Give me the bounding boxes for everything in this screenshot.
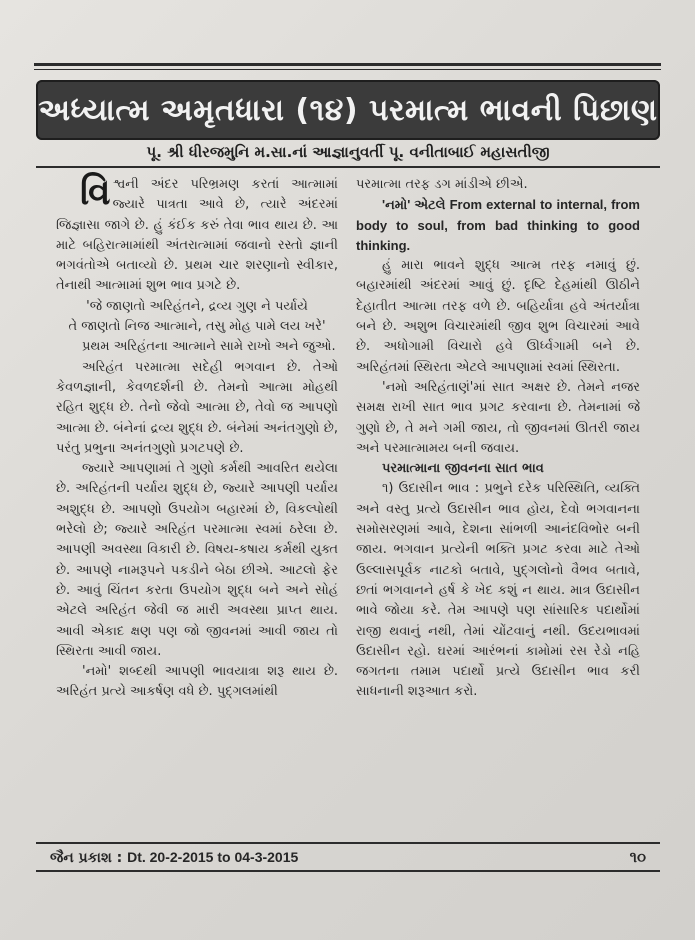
top-rule — [34, 63, 661, 66]
paragraph: જ્યારે આપણામાં તે ગુણો કર્મથી આવરિત થયેલા છે. અરિહંતની પર્યાય શુદ્ધ છે, જ્યારે આપણી પર્યાય અશુદ્ધ છે. આપણો ઉપયોગ બહારમાં છે, વિકલ્પોથી ભરેલો છે; જ્યારે અરિહંત પરમાત્મા સ્વમાં ઠરેલા છે. આપણી અવસ્થા વિકારી છે. વિષય-કષાય કર્મથી યુક્ત છે. આપણે નામરૂપને પકડીને બેઠા છીએ. આટલો ફેર છે. આવું ચિંતન કરતા ઉપયોગ શુદ્ધ બને અને સોહં એટલે અરિહંત જેવી જ મારી અવસ્થા પ્રાપ્ત થાય. આવી એકાદ ક્ષણ પણ જો જીવનમાં આવી જાય તો સ્થિરતા આવી જાય. — [56, 461, 338, 659]
paragraph-text: શ્વની અંદર પરિભ્રમણ કરતાં આત્મામાં જ્યારે પાત્રતા આવે છે, ત્યારે અંદરમાં જિજ્ઞાસા જાગે છે. હું કંઈક કરું તેવા ભાવ થાય છે. આ માટે બહિરાત્મામાંથી અંતરાત્મામાં જવાનો રસ્તો જ્ઞાની ભગવંતોએ બતાવ્યો છે. પ્રથમ ચાર શરણાનો સ્વીકાર, તેનાથી આત્મામાં શુભ ભાવ પ્રગટે છે. — [56, 177, 338, 294]
paragraph — [56, 172, 338, 297]
paragraph-mixed: 'નમો' એટલે From external to internal, from body to soul, from bad thinking to good thinking. — [356, 197, 640, 253]
publication-name: જૈન પ્રકાશ : — [50, 849, 123, 866]
verse-line-2: તે જાણતો નિજ આત્માને, તસુ મોહ પામે લય ખરે' — [68, 319, 326, 335]
page-footer — [36, 842, 660, 872]
top-rule-thin — [34, 69, 661, 70]
paragraph: પ્રથમ અરિહંતના આત્માને સામે રાખો અને જુઓ. — [82, 339, 336, 355]
verse-line-1: 'જે જાણતો અરિહંતને, દ્રવ્ય ગુણ ને પર્યાયે — [86, 298, 308, 314]
paragraph: 'નમો અરિહંતાણં'માં સાત અક્ષર છે. તેમને નજર સમક્ષ રાખી સાત ભાવ પ્રગટ કરવાના છે. તેમનામાં જે ગુણો છે, તે મને ગમી જાય, તો જીવનમાં ઊતરી જાય અને પરમાત્મામય બની જવાય. — [356, 379, 640, 456]
paragraph: હું મારા ભાવને શુદ્ધ આત્મ તરફ નમાવું છું. બહારમાંથી અંદરમાં આવું છું. દૃષ્ટિ દેહમાંથી ઊઠીને દેહાતીત આત્મા તરફ વળે છે. બહિર્યાત્રા હવે અંતર્યાત્રા બને છે. અશુભ વિચારમાંથી જીવ શુભ વિચારમાં આવે છે. અધોગામી વિચારો હવે ઊર્ધ્વગામી બને છે. અરિહંતમાં સ્થિરતા એટલે આપણામાં સ્વમાં સ્થિરતા. — [356, 258, 640, 375]
paragraph: અરિહંત પરમાત્મા સદેહી ભગવાન છે. તેઓ કેવળજ્ઞાની, કેવળદર્શની છે. તેમનો આત્મા મોહથી રહિત શુદ્ધ છે. તેનો જેવો આત્મા છે, તેવો જ આપણો આત્મા છે. બંનેનાં દ્રવ્ય શુદ્ધ છે. બંનેમાં અનંતગુણો છે, પરંતુ પ્રભુના અનંતગુણો પ્રગટપણે છે. — [56, 359, 338, 456]
page-number: ૧૦ — [629, 848, 646, 866]
footer-publication — [50, 849, 298, 866]
section-heading: પરમાત્માના જીવનના સાત ભાવ — [382, 461, 544, 477]
article-title: અધ્યાત્મ અમૃતધારા (૧૪) પરમાત્મ ભાવની પિછાણ — [38, 92, 658, 128]
issue-dates: Dt. 20-2-2015 to 04-3-2015 — [127, 848, 299, 865]
drop-cap: વિ — [80, 172, 111, 213]
paragraph: પરમાત્મા તરફ ડગ માંડીએ છીએ. — [356, 177, 528, 192]
paragraph: 'નમો' શબ્દથી આપણી ભાવયાત્રા શરૂ થાય છે. અરિહંત પ્રત્યે આકર્ષણ વધે છે. પુદ્ગલમાંથી — [56, 664, 338, 700]
right-column — [356, 175, 640, 825]
title-banner — [36, 80, 660, 140]
left-column — [56, 172, 338, 825]
author-line — [36, 138, 660, 168]
author-name: પૂ. શ્રી ધીરજમુનિ મ.સા.નાં આજ્ઞાનુવર્તી પૂ. વનીતાબાઈ મહાસતીજી — [146, 143, 550, 161]
paragraph: ૧) ઉદાસીન ભાવ : પ્રભુને દરેક પરિસ્થિતિ, વ્યક્તિ અને વસ્તુ પ્રત્યે ઉદાસીન ભાવ હોય, દેવો ભગવાનના સમોસરણમાં આવે, દેશના સાંભળી આનંદવિભોર બની જાય. ભગવાન પ્રત્યેની ભક્તિ પ્રગટ કરવા માટે તેઓ ઉલ્લાસપૂર્વક નાટકો બતાવે, પુદ્ગલોનો વૈભવ બતાવે, છતાં ભગવાનને હર્ષ કે ખેદ કશું ન થાય. માત્ર ઉદાસીન ભાવે જોયા કરે. તેમ આપણે પણ સાંસારિક પદાર્થોમાં રાજી થવાનું નથી, તેમાં ચોંટવાનું નથી. ઉદયભાવમાં ઉદાસીન રહો. ઘરમાં આરંભનાં કામોમાં રસ રેડો નહિ જગતના તમામ પદાર્થો પ્રત્યે ઉદાસીન ભાવ કરી સાધનાની શરૂઆત કરો. — [356, 481, 640, 700]
